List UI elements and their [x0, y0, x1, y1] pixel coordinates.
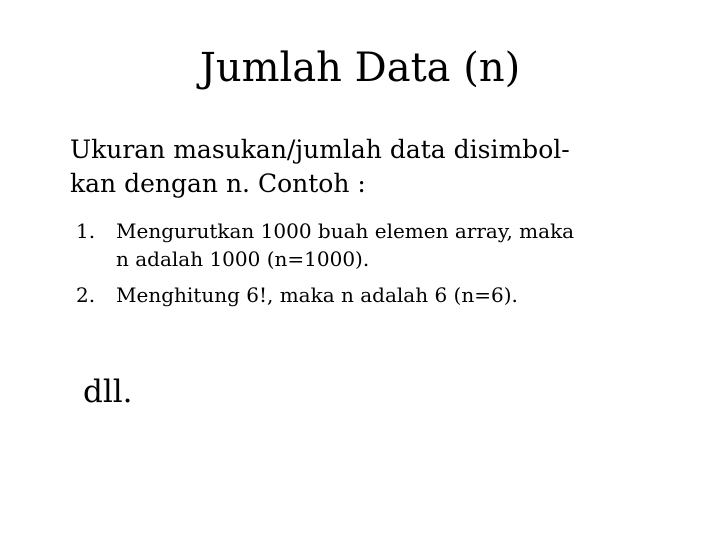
intro-line-1: Ukuran masukan/jumlah data disimbol-: [70, 135, 570, 164]
intro-paragraph: [70, 133, 690, 201]
list-item-number: 1.: [76, 219, 96, 243]
list-item: [0, 217, 720, 273]
list-item-number: 2.: [76, 283, 96, 307]
list-item-line: Mengurutkan 1000 buah elemen array, maka: [116, 219, 575, 243]
list-item-line: Menghitung 6!, maka n adalah 6 (n=6).: [116, 283, 518, 307]
intro-line-2: kan dengan n. Contoh :: [70, 169, 366, 198]
list-item-line: n adalah 1000 (n=1000).: [116, 247, 370, 271]
example-list: [0, 217, 720, 317]
slide-title: Jumlah Data (n): [199, 45, 521, 91]
list-item: [0, 281, 720, 309]
footer-text: dll.: [83, 374, 133, 410]
